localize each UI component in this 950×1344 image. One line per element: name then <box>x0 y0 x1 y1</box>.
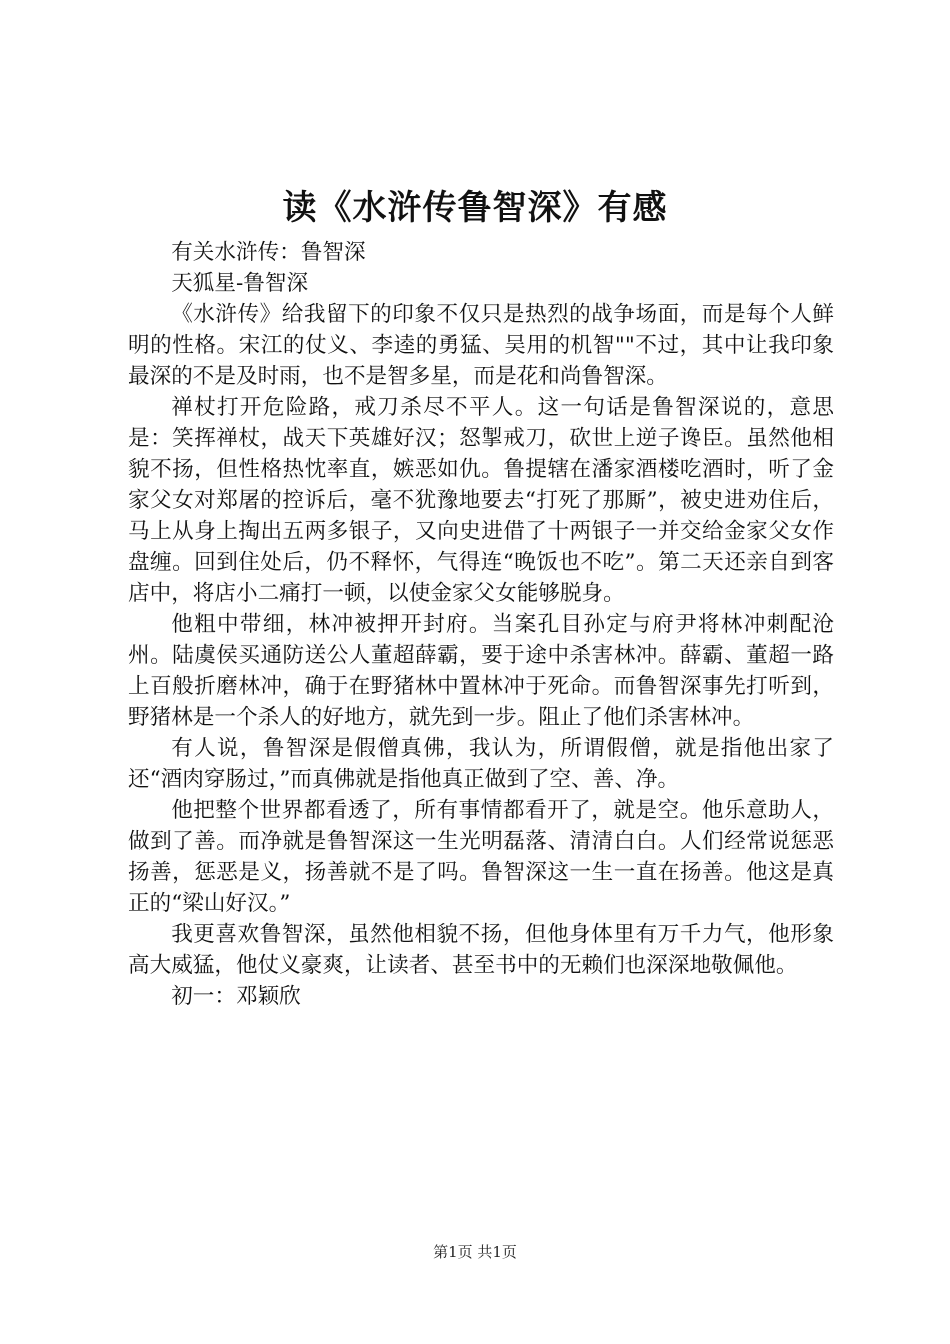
paragraph-intro: 《水浒传》给我留下的印象不仅只是热烈的战争场面，而是每个人鲜明的性格。宋江的仗义、李逵的勇猛、吴用的机智""不过，其中让我印象最深的不是及时雨，也不是智多星，而是花和尚鲁智深。 <box>128 302 834 389</box>
paragraph-character: 禅杖打开危险路，戒刀杀尽不平人。这一句话是鲁智深说的，意思是：笑挥禅杖，战天下英雄好汉；怒掣戒刀，砍世上逆子谗臣。虽然他相貌不扬，但性格热忱率直，嫉恶如仇。鲁提辖在潘家酒楼吃酒时，听了金家父女对郑屠的控诉后，毫不犹豫地要去“打死了那厮”，被史进劝住后，马上从身上掏出五两多银子，又向史进借了十两银子一并交给金家父女作盘缠。回到住处后，仍不释怀，气得连“晚饭也不吃”。第二天还亲自到客店中，将店小二痛打一顿，以使金家父女能够脱身。 <box>128 395 834 606</box>
paragraph-subject: 有关水浒传：鲁智深 <box>171 240 366 265</box>
paragraph-conclusion: 我更喜欢鲁智深，虽然他相貌不扬，但他身体里有万千力气，他形象高大威猛，他仗义豪爽，让读者、甚至书中的无赖们也深深地敬佩他。 <box>128 922 834 978</box>
document-title: 读《水浒传鲁智深》有感 <box>282 188 668 228</box>
paragraph-author: 初一：邓颖欣 <box>171 984 301 1009</box>
paragraph-false-monk: 有人说，鲁智深是假僧真佛，我认为，所谓假僧，就是指他出家了还“酒肉穿肠过，”而真佛就是指他真正做到了空、善、净。 <box>128 736 834 792</box>
document-body <box>128 237 834 1012</box>
page-footer: 第1页 共1页 <box>433 1243 517 1261</box>
paragraph-virtues: 他把整个世界都看透了，所有事情都看开了，就是空。他乐意助人，做到了善。而净就是鲁智深这一生光明磊落、清清白白。人们经常说惩恶扬善，惩恶是义，扬善就不是了吗。鲁智深这一生一直在扬善。他这是真正的“梁山好汉。” <box>128 798 834 916</box>
paragraph-nickname: 天狐星-鲁智深 <box>171 271 309 296</box>
paragraph-rescue: 他粗中带细，林冲被押开封府。当案孔目孙定与府尹将林冲刺配沧州。陆虞侯买通防送公人董超薛霸，要于途中杀害林冲。薛霸、董超一路上百般折磨林冲，确于在野猪林中置林冲于死命。而鲁智深事先打听到，野猪林是一个杀人的好地方，就先到一步。阻止了他们杀害林冲。 <box>128 612 834 730</box>
